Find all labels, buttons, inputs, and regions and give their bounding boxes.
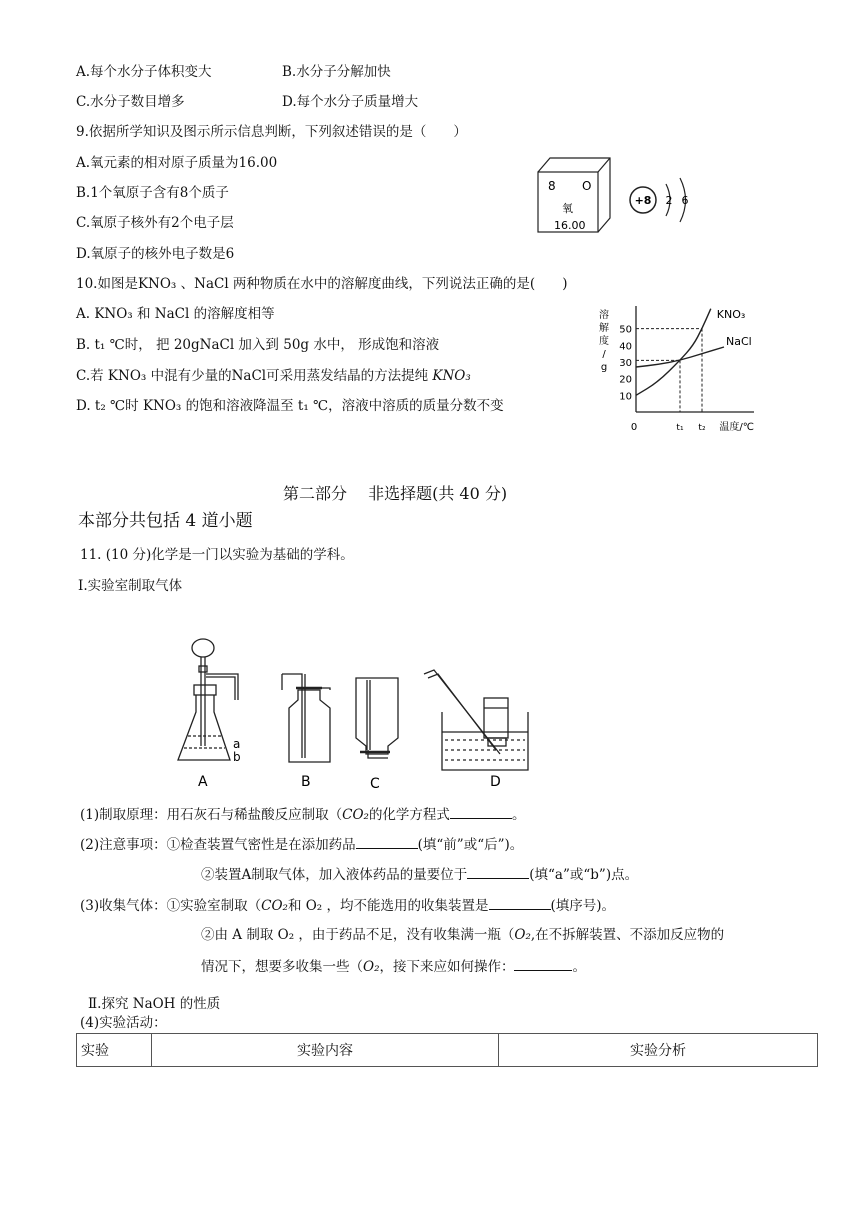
series-label-kno3: KNO₃ xyxy=(716,308,746,321)
series-label-nacl: NaCl xyxy=(726,335,752,348)
part2-subtitle: 本部分共包括 4 道小题 xyxy=(78,511,253,531)
q11-part-3c: 情况下，想要多收集一些（O₂，接下来应如何操作： 。 xyxy=(201,959,586,975)
q10-option-b: B. t₁ ℃时， 把 20gNaCl 加入到 50g 水中， 形成饱和溶液 xyxy=(76,337,440,353)
q11-section-2: Ⅱ.探究 NaOH 的性质 xyxy=(88,996,221,1012)
y-axis-label-char: 度 xyxy=(599,336,609,347)
q9-option-b: B.1个氧原子含有8个质子 xyxy=(76,185,229,201)
series-line-kno3 xyxy=(636,309,711,396)
apparatus-label-d: D xyxy=(490,774,501,790)
nucleus-charge: +8 xyxy=(634,194,652,207)
answer-blank-5[interactable] xyxy=(514,957,572,971)
q11-stem: 11. (10 分)化学是一门以实验为基础的学科。 xyxy=(80,547,354,563)
q9-option-c: C.氧原子核外有2个电子层 xyxy=(76,215,234,231)
y-axis-label-char: 解 xyxy=(599,323,609,334)
q9-option-d: D.氧原子的核外电子数是6 xyxy=(76,246,235,262)
q11-part-3b: ②由 A 制取 O₂ ，由于药品不足，没有收集满一瓶（O₂,在不拆解装置、不添加反应物的 xyxy=(201,927,725,943)
y-axis-label-char: / xyxy=(602,349,606,360)
q11-part-2: (2)注意事项：①检查装置气密性是在添加药品 (填“前”或“后”)。 xyxy=(80,837,524,853)
q11-part-3: (3)收集气体：①实验室制取（CO₂和 O₂ ，均不能选用的收集装置是 (填序号)。 xyxy=(80,898,616,914)
apparatus-label-c: C xyxy=(370,776,380,792)
q11-part-4: (4)实验活动： xyxy=(80,1015,167,1031)
label-point-a: a xyxy=(233,737,241,751)
apparatus-figure xyxy=(170,628,540,793)
shell-1-electrons: 2 xyxy=(665,194,673,207)
q10-option-c: C.若 KNO₃ 中混有少量的NaCl可采用蒸发结晶的方法提纯 KNO₃ xyxy=(76,368,471,384)
y-tick-label: 40 xyxy=(619,341,632,353)
q8-option-a: A.每个水分子体积变大 xyxy=(76,64,212,80)
experiment-table xyxy=(76,1033,818,1067)
x-axis-label: 温度/℃ xyxy=(719,422,754,433)
answer-blank-4[interactable] xyxy=(489,896,551,910)
q11-part-1: (1)制取原理：用石灰石与稀盐酸反应制取（CO₂的化学方程式 。 xyxy=(80,807,526,823)
table-header-analysis: 实验分析 xyxy=(499,1034,818,1067)
oxygen-element-figure xyxy=(530,150,710,240)
solubility-chart xyxy=(590,302,760,442)
y-axis-label-char: 溶 xyxy=(599,310,609,321)
table-header-row xyxy=(77,1034,818,1067)
atomic-number: 8 xyxy=(548,179,556,193)
y-tick-label: 30 xyxy=(619,358,632,369)
table-header-experiment: 实验 xyxy=(77,1034,152,1067)
label-point-b: b xyxy=(233,750,241,764)
series-line-nacl xyxy=(636,347,724,367)
q11-section-1: Ⅰ.实验室制取气体 xyxy=(78,578,183,594)
answer-blank-1[interactable] xyxy=(450,805,512,819)
apparatus-label-b: B xyxy=(301,774,311,790)
atomic-mass: 16.00 xyxy=(554,219,586,232)
q8-option-c: C.水分子数目增多 xyxy=(76,94,185,110)
part2-title: 第二部分 非选择题(共 40 分) xyxy=(283,484,508,503)
origin-label: 0 xyxy=(630,422,638,433)
apparatus-label-a: A xyxy=(198,774,208,790)
q10-option-a: A. KNO₃ 和 NaCl 的溶解度相等 xyxy=(76,306,275,322)
shell-2-electrons: 6 xyxy=(681,194,689,207)
answer-blank-2[interactable] xyxy=(356,835,418,849)
q8-option-d: D.每个水分子质量增大 xyxy=(282,94,419,110)
y-tick-label: 10 xyxy=(619,391,632,403)
q8-option-b: B.水分子分解加快 xyxy=(282,64,391,80)
x-tick-label-t2: t₂ xyxy=(698,423,706,433)
element-name: 氧 xyxy=(562,202,573,215)
y-tick-label: 20 xyxy=(619,374,632,386)
x-tick-label-t1: t₁ xyxy=(676,423,684,433)
y-tick-label: 50 xyxy=(619,324,632,336)
q9-option-a: A.氧元素的相对原子质量为16.00 xyxy=(76,155,278,171)
answer-blank-3[interactable] xyxy=(467,865,529,879)
q11-part-2b: ②装置A制取气体，加入液体药品的量要位于 (填“a”或“b”)点。 xyxy=(201,867,639,883)
y-axis-label-char: g xyxy=(600,362,608,373)
q9-stem: 9.依据所学知识及图示所示信息判断，下列叙述错误的是（ ） xyxy=(76,124,467,140)
q10-stem: 10.如图是KNO₃ 、NaCl 两种物质在水中的溶解度曲线，下列说法正确的是( ) xyxy=(76,276,568,292)
element-symbol: O xyxy=(582,179,592,193)
table-header-content: 实验内容 xyxy=(152,1034,499,1067)
q10-option-d: D. t₂ ℃时 KNO₃ 的饱和溶液降温至 t₁ ℃，溶液中溶质的质量分数不变 xyxy=(76,398,504,414)
